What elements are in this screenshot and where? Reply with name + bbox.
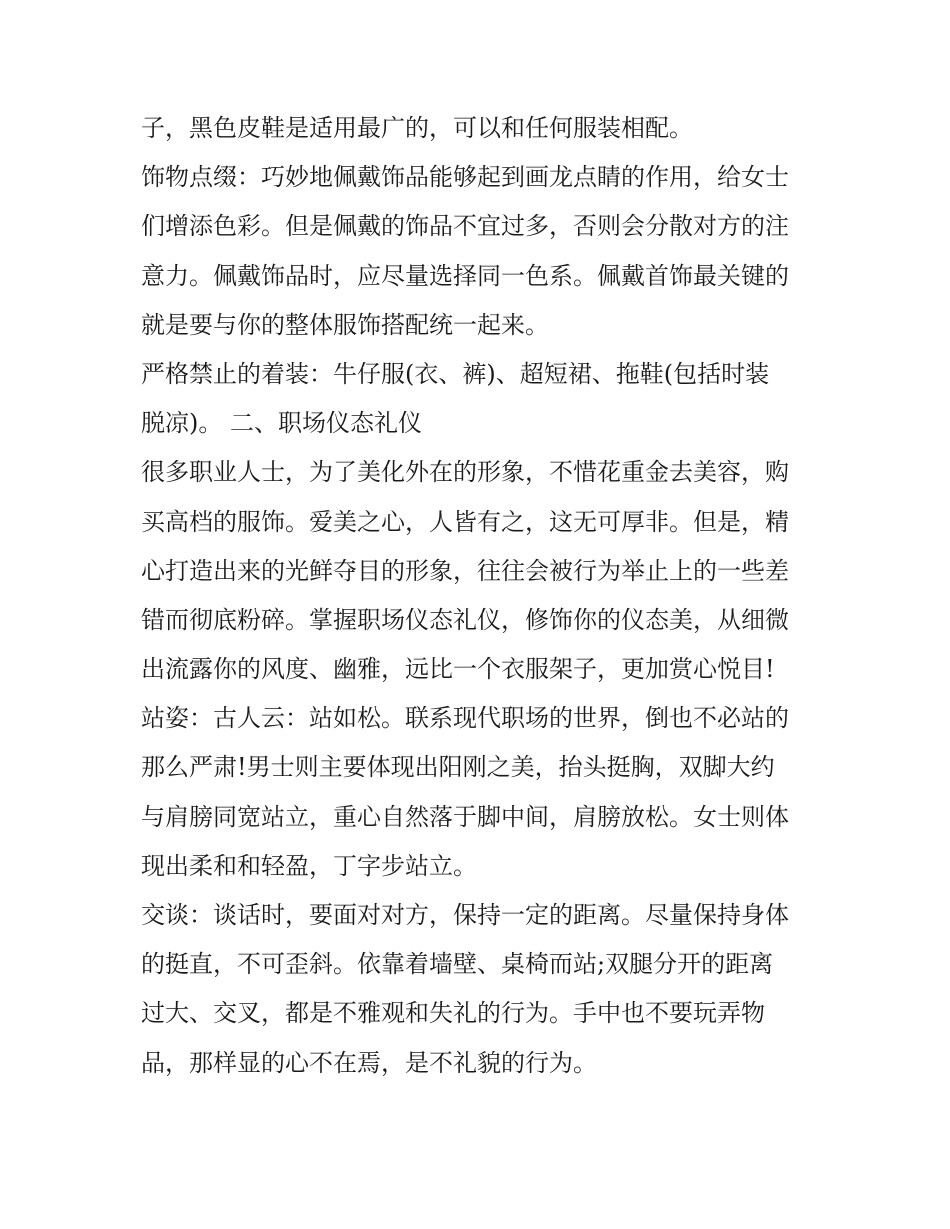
text-line: 那么严肃!男士则主要体现出阳刚之美，抬头挺胸，双脚大约 [141, 753, 775, 782]
text-line: 站姿：古人云：站如松。联系现代职场的世界，倒也不必站的 [141, 704, 789, 733]
text-line: 很多职业人士，为了美化外在的形象，不惜花重金去美容，购 [141, 458, 789, 487]
text-line: 与肩膀同宽站立，重心自然落于脚中间，肩膀放松。女士则体 [141, 802, 789, 831]
text-line: 们增添色彩。但是佩戴的饰品不宜过多，否则会分散对方的注 [141, 212, 789, 241]
text-line: 的挺直，不可歪斜。依靠着墙壁、桌椅而站;双腿分开的距离 [141, 950, 774, 979]
text-line: 就是要与你的整体服饰搭配统一起来。 [141, 310, 549, 339]
text-line: 品，那样显的心不在焉，是不礼貌的行为。 [141, 1048, 597, 1077]
text-line: 子，黑色皮鞋是适用最广的，可以和任何服装相配。 [141, 114, 693, 142]
text-line: 饰物点缀：巧妙地佩戴饰品能够起到画龙点睛的作用，给女士 [141, 163, 789, 192]
text-line: 买高档的服饰。爱美之心，人皆有之，这无可厚非。但是，精 [141, 507, 789, 536]
document-body [141, 104, 821, 1088]
text-line: 心打造出来的光鲜夺目的形象，往往会被行为举止上的一些差 [141, 556, 789, 585]
text-line: 过大、交叉，都是不雅观和失礼的行为。手中也不要玩弄物 [141, 999, 765, 1028]
text-line: 严格禁止的着装：牛仔服(衣、裤)、超短裙、拖鞋(包括时装 [141, 359, 770, 388]
text-line: 意力。佩戴饰品时，应尽量选择同一色系。佩戴首饰最关键的 [141, 261, 789, 290]
text-line: 现出柔和和轻盈，丁字步站立。 [141, 851, 477, 880]
text-line: 错而彻底粉碎。掌握职场仪态礼仪，修饰你的仪态美，从细微 [141, 605, 789, 634]
text-line: 交谈：谈话时，要面对对方，保持一定的距离。尽量保持身体 [141, 901, 789, 929]
text-line: 出流露你的风度、幽雅，远比一个衣服架子，更加赏心悦目! [141, 655, 775, 684]
text-line: 脱凉)。 二、职场仪态礼仪 [141, 409, 422, 438]
